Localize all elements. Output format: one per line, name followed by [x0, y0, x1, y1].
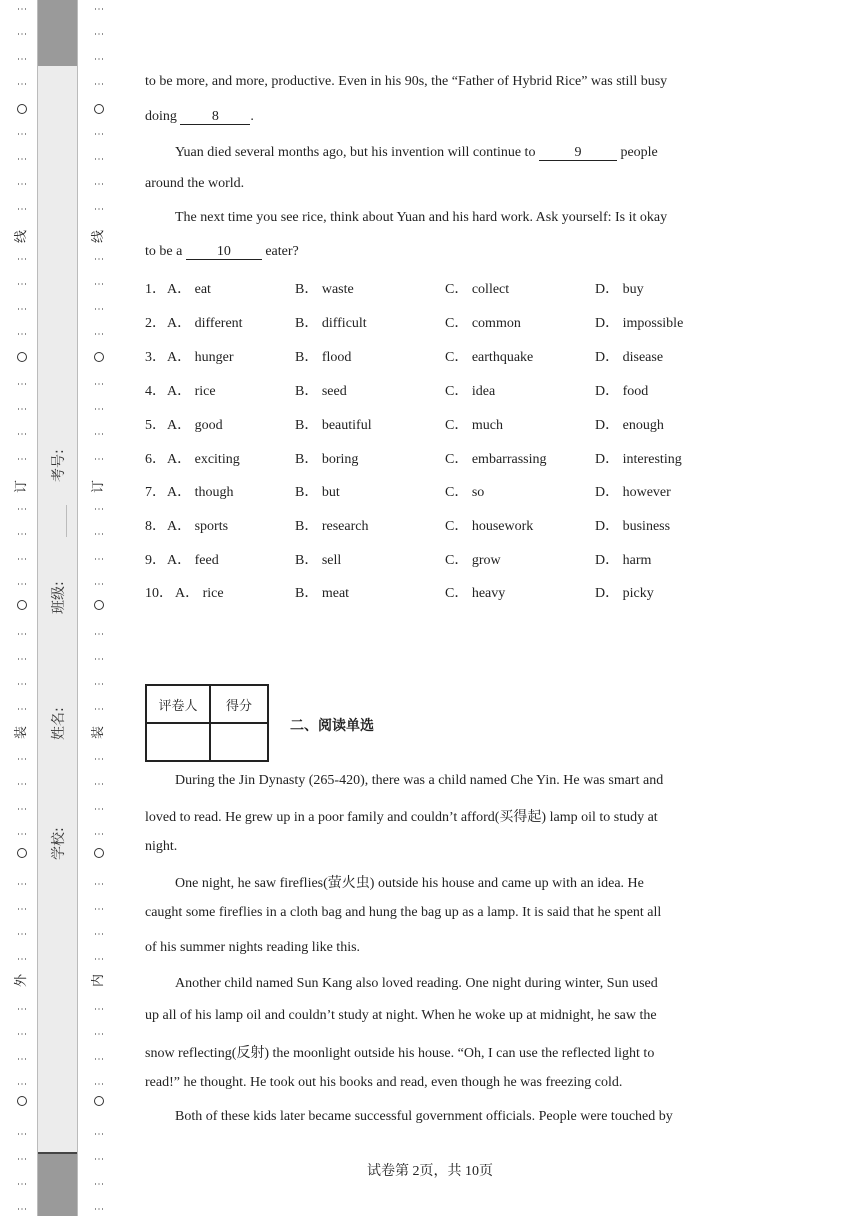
- question-row: [145, 414, 725, 432]
- score-cell[interactable]: [210, 723, 268, 761]
- binding-circle-icon: [17, 104, 27, 114]
- dotted-cut-line: ⋮: [16, 629, 27, 639]
- option-d[interactable]: D． picky: [595, 586, 654, 601]
- binding-circle-icon: [17, 1096, 27, 1106]
- dotted-cut-line: ⋮: [93, 204, 104, 214]
- dotted-cut-line: ⋮: [16, 704, 27, 714]
- dotted-cut-line: ⋮: [93, 1004, 104, 1014]
- question-row: [145, 380, 725, 398]
- dotted-cut-line: ⋮: [16, 504, 27, 514]
- question-row: [145, 448, 725, 466]
- dotted-cut-line: ⋮: [16, 154, 27, 164]
- option-c[interactable]: C． heavy: [445, 586, 506, 601]
- dotted-cut-line: ⋮: [16, 1029, 27, 1039]
- score-table: [145, 684, 269, 762]
- question-number: 10．: [145, 586, 173, 601]
- question-number: 2．: [145, 316, 166, 331]
- dotted-cut-line: ⋮: [93, 1054, 104, 1064]
- dotted-cut-line: ⋮: [93, 829, 104, 839]
- question-row: [145, 312, 725, 330]
- question-number: 9．: [145, 553, 166, 568]
- dotted-cut-line: ⋮: [16, 1079, 27, 1089]
- passage2-line: During the Jin Dynasty (265-420), there was a child named Che Yin. He was smart and: [175, 773, 664, 788]
- binding-circle-icon: [94, 1096, 104, 1106]
- option-a[interactable]: A． rice: [175, 586, 224, 601]
- dotted-cut-line: ⋮: [93, 754, 104, 764]
- option-c[interactable]: C． so: [445, 485, 485, 500]
- dotted-cut-line: ⋮: [93, 4, 104, 14]
- question-row: [145, 278, 725, 296]
- option-d[interactable]: D． food: [595, 384, 649, 399]
- option-b[interactable]: B． flood: [295, 350, 352, 365]
- question-number: 4．: [145, 384, 166, 399]
- option-c[interactable]: C． earthquake: [445, 350, 534, 365]
- option-c[interactable]: C． embarrassing: [445, 452, 547, 467]
- passage2-line: caught some fireflies in a cloth bag and hung the bag up as a lamp. It is said that he spent all: [145, 905, 662, 920]
- page-footer: 试卷第 2页，共 10页: [367, 1164, 493, 1179]
- dotted-cut-line: ⋮: [93, 429, 104, 439]
- dotted-cut-line: ⋮: [16, 1004, 27, 1014]
- binding-label: 线: [91, 229, 106, 243]
- dotted-cut-line: ⋮: [16, 254, 27, 264]
- exam-number-line: [66, 505, 67, 537]
- option-a[interactable]: A． eat: [167, 282, 211, 297]
- dotted-cut-line: ⋮: [93, 454, 104, 464]
- question-number: 8．: [145, 519, 166, 534]
- question-row: [145, 549, 725, 567]
- passage1-line1: to be more, and more, productive. Even in his 90s, the “Father of Hybrid Rice” was still busy: [145, 74, 668, 89]
- dotted-cut-line: ⋮: [93, 654, 104, 664]
- blank-9: 9: [539, 145, 617, 161]
- dotted-cut-line: ⋮: [16, 679, 27, 689]
- dotted-cut-line: ⋮: [93, 129, 104, 139]
- dotted-cut-line: ⋮: [93, 29, 104, 39]
- strip-top-block: [38, 0, 77, 66]
- text: to be a: [145, 244, 186, 259]
- dotted-cut-line: ⋮: [93, 154, 104, 164]
- option-b[interactable]: B． sell: [295, 553, 342, 568]
- dotted-cut-line: ⋮: [16, 304, 27, 314]
- dotted-cut-line: ⋮: [16, 4, 27, 14]
- dotted-cut-line: ⋮: [93, 1154, 104, 1164]
- dotted-cut-line: ⋮: [93, 329, 104, 339]
- dotted-cut-line: ⋮: [93, 1029, 104, 1039]
- dotted-cut-line: ⋮: [16, 429, 27, 439]
- option-d[interactable]: D． business: [595, 519, 671, 534]
- option-a[interactable]: A． exciting: [167, 452, 240, 467]
- option-d[interactable]: D． harm: [595, 553, 652, 568]
- passage2-line: snow reflecting(反射) the moonlight outside his house. “Oh, I can use the reflected light to: [145, 1046, 655, 1061]
- option-d[interactable]: D． enough: [595, 418, 664, 433]
- option-a[interactable]: A． feed: [167, 553, 219, 568]
- dotted-cut-line: ⋮: [93, 579, 104, 589]
- dotted-cut-line: ⋮: [16, 179, 27, 189]
- option-a[interactable]: A． different: [167, 316, 243, 331]
- option-d[interactable]: D． impossible: [595, 316, 684, 331]
- dotted-cut-line: ⋮: [16, 29, 27, 39]
- label-school: 学校:: [51, 827, 67, 860]
- binding-circle-icon: [94, 352, 104, 362]
- passage2-line: night.: [145, 839, 178, 854]
- option-b[interactable]: B． research: [295, 519, 369, 534]
- dotted-cut-line: ⋮: [93, 79, 104, 89]
- question-row: [145, 481, 725, 499]
- dotted-cut-line: ⋮: [93, 504, 104, 514]
- dotted-cut-line: ⋮: [93, 254, 104, 264]
- binding-circle-icon: [94, 600, 104, 610]
- option-d[interactable]: D． disease: [595, 350, 664, 365]
- dotted-cut-line: ⋮: [16, 879, 27, 889]
- dotted-cut-line: ⋮: [93, 629, 104, 639]
- passage2-line: Both of these kids later became successful government officials. People were touched by: [175, 1109, 673, 1124]
- dotted-cut-line: ⋮: [93, 804, 104, 814]
- dotted-cut-line: ⋮: [16, 204, 27, 214]
- dotted-cut-line: ⋮: [93, 279, 104, 289]
- text: .: [250, 109, 254, 124]
- option-a[interactable]: A． though: [167, 485, 234, 500]
- option-a[interactable]: A． good: [167, 418, 223, 433]
- dotted-cut-line: ⋮: [16, 954, 27, 964]
- dotted-cut-line: ⋮: [93, 954, 104, 964]
- passage2-line: Another child named Sun Kang also loved reading. One night during winter, Sun used: [175, 976, 658, 991]
- dotted-cut-line: ⋮: [16, 804, 27, 814]
- dotted-cut-line: ⋮: [16, 129, 27, 139]
- dotted-cut-line: ⋮: [93, 904, 104, 914]
- option-d[interactable]: D． buy: [595, 282, 644, 297]
- passage2-line: up all of his lamp oil and couldn’t study at night. When he woke up at midnight, he saw the: [145, 1008, 657, 1023]
- option-a[interactable]: A． rice: [167, 384, 216, 399]
- dotted-cut-line: ⋮: [16, 279, 27, 289]
- dotted-cut-line: ⋮: [16, 929, 27, 939]
- binding-label: 订: [91, 479, 106, 493]
- question-row: [145, 582, 725, 600]
- dotted-cut-line: ⋮: [93, 879, 104, 889]
- score-header: 得分: [210, 685, 268, 723]
- binding-circle-icon: [17, 352, 27, 362]
- dotted-cut-line: ⋮: [93, 54, 104, 64]
- dotted-cut-line: ⋮: [16, 579, 27, 589]
- binding-circle-icon: [17, 848, 27, 858]
- dotted-cut-line: ⋮: [16, 1179, 27, 1189]
- dotted-cut-line: ⋮: [93, 1129, 104, 1139]
- passage2-line: of his summer nights reading like this.: [145, 940, 361, 955]
- outer-binding-column: [14, 0, 29, 1216]
- dotted-cut-line: ⋮: [93, 304, 104, 314]
- inner-binding-column: [91, 0, 106, 1216]
- binding-circle-icon: [94, 104, 104, 114]
- dotted-cut-line: ⋮: [93, 1204, 104, 1214]
- option-b[interactable]: B． beautiful: [295, 418, 372, 433]
- dotted-cut-line: ⋮: [16, 54, 27, 64]
- option-c[interactable]: C． housework: [445, 519, 534, 534]
- option-a[interactable]: A． hunger: [167, 350, 234, 365]
- passage2-line: read!” he thought. He took out his books and read, even though he was freezing cold.: [145, 1075, 623, 1090]
- passage1-line6: [145, 244, 299, 260]
- binding-label: 内: [91, 973, 106, 987]
- question-row: [145, 515, 725, 533]
- blank-8: 8: [180, 109, 250, 125]
- dotted-cut-line: ⋮: [16, 329, 27, 339]
- passage1-line4: around the world.: [145, 176, 245, 191]
- question-number: 3．: [145, 350, 166, 365]
- dotted-cut-line: ⋮: [16, 79, 27, 89]
- dotted-cut-line: ⋮: [16, 554, 27, 564]
- dotted-cut-line: ⋮: [16, 454, 27, 464]
- passage1-line3: [175, 145, 658, 161]
- dotted-cut-line: ⋮: [16, 1129, 27, 1139]
- binding-circle-icon: [17, 600, 27, 610]
- question-number: 7．: [145, 485, 166, 500]
- passage2-line: loved to read. He grew up in a poor family and couldn’t afford(买得起) lamp oil to study at: [145, 810, 658, 825]
- label-exam-number: 考号:: [51, 449, 67, 482]
- binding-label: 订: [14, 479, 29, 493]
- section-title: 二、阅读单选: [290, 718, 374, 734]
- reviewer-header: 评卷人: [146, 685, 210, 723]
- label-name: 姓名:: [51, 707, 67, 740]
- dotted-cut-line: ⋮: [93, 679, 104, 689]
- question-number: 1．: [145, 282, 166, 297]
- passage1-line2: [145, 109, 254, 125]
- blank-10: 10: [186, 244, 262, 260]
- text: Yuan died several months ago, but his invention will continue to: [175, 145, 539, 160]
- passage1-line5: The next time you see rice, think about Yuan and his hard work. Ask yourself: Is it okay: [175, 210, 668, 225]
- dotted-cut-line: ⋮: [93, 404, 104, 414]
- binding-label: 外: [14, 973, 29, 987]
- option-c[interactable]: C． grow: [445, 553, 501, 568]
- dotted-cut-line: ⋮: [93, 379, 104, 389]
- option-a[interactable]: A． sports: [167, 519, 229, 534]
- binding-label: 装: [14, 725, 29, 739]
- dotted-cut-line: ⋮: [93, 929, 104, 939]
- dotted-cut-line: ⋮: [93, 554, 104, 564]
- option-b[interactable]: B． seed: [295, 384, 347, 399]
- question-number: 5．: [145, 418, 166, 433]
- option-c[interactable]: C． much: [445, 418, 503, 433]
- dotted-cut-line: ⋮: [93, 529, 104, 539]
- option-b[interactable]: B． but: [295, 485, 340, 500]
- dotted-cut-line: ⋮: [16, 379, 27, 389]
- dotted-cut-line: ⋮: [16, 754, 27, 764]
- option-b[interactable]: B． boring: [295, 452, 359, 467]
- question-row: [145, 346, 725, 364]
- dotted-cut-line: ⋮: [16, 1154, 27, 1164]
- text: people: [616, 145, 658, 160]
- dotted-cut-line: ⋮: [16, 529, 27, 539]
- dotted-cut-line: ⋮: [16, 1054, 27, 1064]
- dotted-cut-line: ⋮: [93, 779, 104, 789]
- text: eater?: [261, 244, 299, 259]
- dotted-cut-line: ⋮: [16, 829, 27, 839]
- dotted-cut-line: ⋮: [93, 1079, 104, 1089]
- dotted-cut-line: ⋮: [16, 904, 27, 914]
- binding-label: 线: [14, 229, 29, 243]
- binding-circle-icon: [94, 848, 104, 858]
- dotted-cut-line: ⋮: [93, 704, 104, 714]
- binding-label: 装: [91, 725, 106, 739]
- dotted-cut-line: ⋮: [16, 1204, 27, 1214]
- dotted-cut-line: ⋮: [93, 1179, 104, 1189]
- option-d[interactable]: D． however: [595, 485, 671, 500]
- option-c[interactable]: C． collect: [445, 282, 510, 297]
- option-b[interactable]: B． waste: [295, 282, 354, 297]
- dotted-cut-line: ⋮: [16, 779, 27, 789]
- question-number: 6．: [145, 452, 166, 467]
- dotted-cut-line: ⋮: [93, 179, 104, 189]
- option-d[interactable]: D． interesting: [595, 452, 682, 467]
- option-b[interactable]: B． meat: [295, 586, 350, 601]
- text: doing: [145, 109, 181, 124]
- dotted-cut-line: ⋮: [16, 654, 27, 664]
- label-class: 班级:: [51, 581, 67, 614]
- option-c[interactable]: C． idea: [445, 384, 496, 399]
- reviewer-cell[interactable]: [146, 723, 210, 761]
- option-b[interactable]: B． difficult: [295, 316, 367, 331]
- option-c[interactable]: C． common: [445, 316, 521, 331]
- passage2-line: One night, he saw fireflies(萤火虫) outside his house and came up with an idea. He: [175, 876, 644, 891]
- dotted-cut-line: ⋮: [16, 404, 27, 414]
